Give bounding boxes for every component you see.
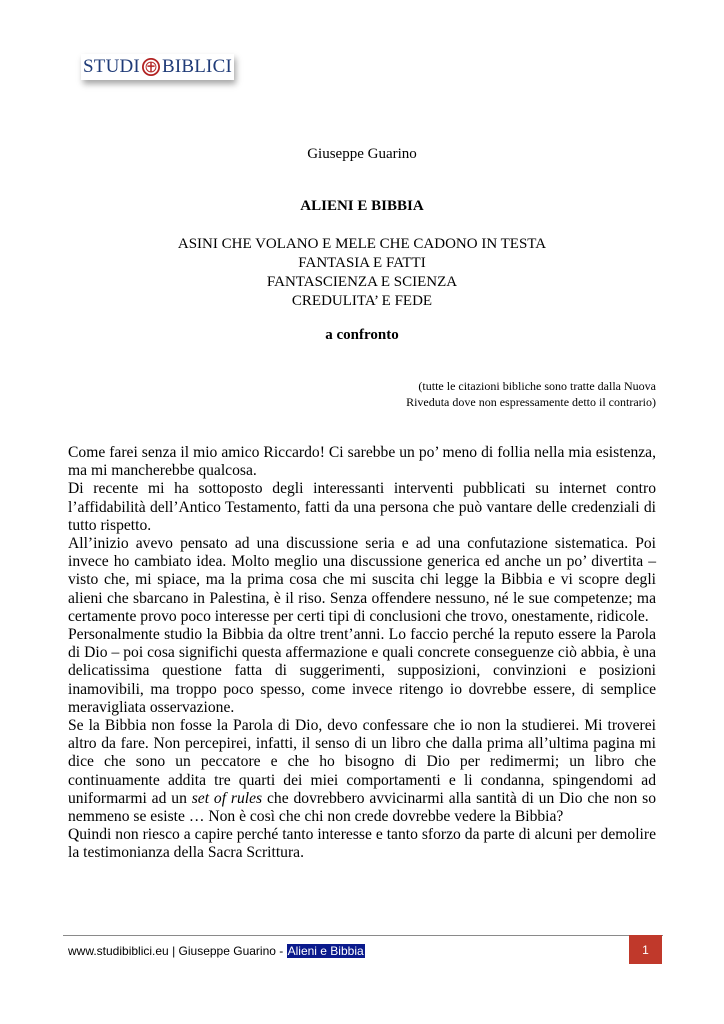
subtitle-block	[0, 235, 724, 311]
paragraph: Di recente mi ha sottoposto degli interessanti interventi pubblicati su internet contro l’affidabilità dell’Antico Testamento, fatti da una persona che può vantare delle credenziali di tutto rispetto.	[68, 480, 656, 534]
confronto-heading: a confronto	[325, 327, 399, 343]
footer-author: Giuseppe Guarino -	[178, 944, 284, 958]
seal-icon	[142, 58, 160, 76]
paragraph: All’inizio avevo pensato ad una discussione seria e ad una confutazione sistematica. Poi invece ho cambiato idea. Molto meglio una discussione generica ed anche un po’ divertita – visto che, mi spiace, ma la prima cosa che mi suscita chi legge la Bibbia e vi scopre degli alieni che sbarcano in Palestina, è il riso. Senza offendere nessuno, né le sue competenze; ma certamente provo poco interesse per certi tipi di conclusioni che trovo, onestamente, ridicole.	[68, 535, 656, 625]
citation-note-line: (tutte le citazioni bibliche sono tratte dalla Nuova	[418, 379, 656, 393]
citation-note-line: Riveduta dove non espressamente detto il contrario)	[406, 395, 656, 409]
paragraph-text: che dovrebbero avvicinarmi alla santità di un Dio che non so nemmeno se esiste … Non è così che chi non crede dovrebbe vedere la Bibbia?	[68, 789, 656, 826]
subtitle-line: FANTASIA E FATTI	[298, 255, 426, 271]
paragraph: Personalmente studio la Bibbia da oltre trent’anni. Lo faccio perché la reputo essere la Parola di Dio – poi cosa significhi questa affermazione e quali concrete conseguenze ciò abbia, è una delicatissima questione fatta di suggerimenti, supposizioni, convinzioni e posizioni inamovibili, ma troppo poco spesso, come invece ritengo io dovrebbe essere, di semplice meravigliata osservazione.	[68, 626, 656, 716]
subtitle-line: ASINI CHE VOLANO E MELE CHE CADONO IN TESTA	[177, 236, 547, 252]
footer-divider	[63, 935, 663, 936]
body-text	[68, 444, 656, 863]
paragraph: Come farei senza il mio amico Riccardo! Ci sarebbe un po’ meno di follia nella mia esistenza, ma mi mancherebbe qualcosa.	[68, 444, 656, 480]
citation-note	[336, 378, 656, 410]
footer-separator: |	[172, 944, 176, 958]
subtitle-line: CREDULITA’ E FEDE	[291, 293, 433, 309]
footer-site-link[interactable]: www.studibiblici.eu	[68, 944, 169, 958]
emphasis-text: set of rules	[191, 789, 263, 807]
footer	[68, 944, 365, 958]
document-title: ALIENI E BIBBIA	[300, 198, 424, 214]
paragraph: Quindi non riesco a capire perché tanto interesse e tanto sforzo da parte di alcuni per demolire la testimonianza della Sacra Scrittura.	[68, 826, 656, 862]
footer-title: Alieni e Bibbia	[287, 944, 364, 958]
logo-text-right: BIBLICI	[161, 56, 232, 77]
logo-text-left: STUDI	[83, 56, 140, 77]
studi-biblici-logo	[81, 54, 234, 80]
paragraph	[68, 717, 656, 826]
paragraph-text: Se la Bibbia non fosse la Parola di Dio, devo confessare che io non la studierei. Mi troverei altro da fare. Non percepirei, infatti, il senso di un libro che dalla prima all’ultima pagina mi dice che sono un peccatore e che ho bisogno di Dio per redimermi; un libro che continuamente addita tre quarti dei miei comportamenti e li condanna, spingendomi ad uniformarmi ad un	[68, 717, 656, 807]
subtitle-line: FANTASCIENZA E SCIENZA	[266, 274, 458, 290]
page-number: 1	[629, 935, 662, 964]
author-name: Giuseppe Guarino	[307, 146, 417, 162]
